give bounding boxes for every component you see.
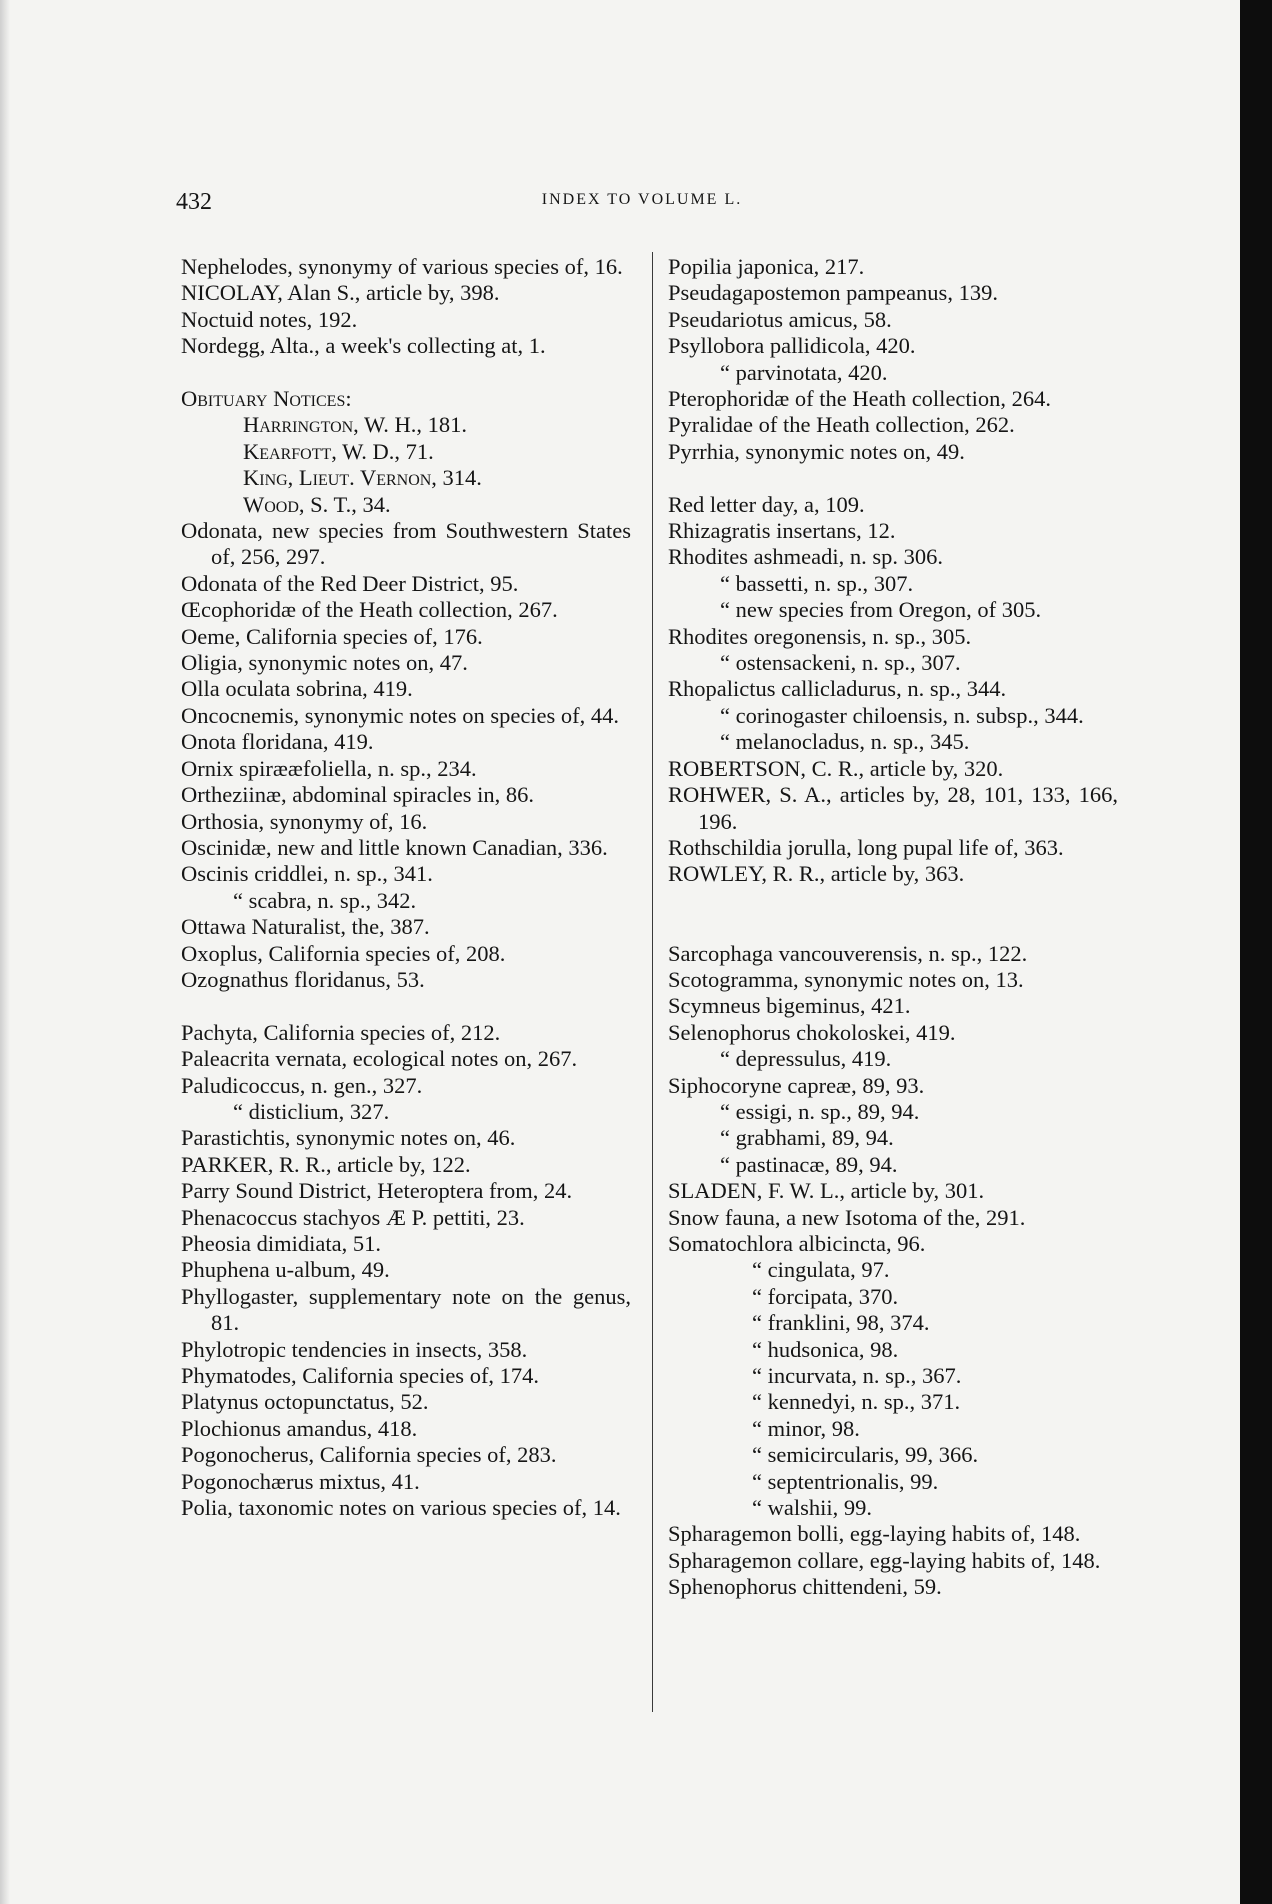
page-number: 432 — [176, 189, 212, 215]
index-entry: Red letter day, a, 109. — [668, 491, 865, 517]
index-entry: Oxoplus, California species of, 208. — [181, 940, 506, 966]
index-entry: Psyllobora pallidicola, 420. — [668, 333, 916, 359]
index-entry: Spharagemon bolli, egg-laying habits of, 148. — [668, 1521, 1081, 1547]
index-column-left — [181, 254, 631, 1521]
index-entry: “ minor, 98. — [752, 1415, 860, 1441]
index-entry: Parry Sound District, Heteroptera from, 24. — [181, 1178, 573, 1204]
index-entry: “ franklini, 98, 374. — [752, 1310, 930, 1336]
index-entry: “ semicircularis, 99, 366. — [752, 1442, 979, 1468]
index-entry: “ forcipata, 370. — [752, 1283, 899, 1309]
index-entry: Pyralidae of the Heath collection, 262. — [668, 412, 1015, 438]
index-entry: Rhodites oregonensis, n. sp., 305. — [668, 623, 972, 649]
index-entry: “ corinogaster chiloensis, n. subsp., 344. — [720, 702, 1084, 728]
index-entry: Platynus octopunctatus, 52. — [181, 1389, 429, 1415]
index-entry: Oscinidæ, new and little known Canadian, 336. — [181, 834, 608, 860]
index-entry: Pseudagapostemon pampeanus, 139. — [668, 280, 998, 306]
index-entry: Onota floridana, 419. — [181, 729, 374, 755]
index-entry: Phenacoccus stachyos Æ P. pettiti, 23. — [181, 1204, 525, 1230]
index-entry: Sphenophorus chittendeni, 59. — [668, 1574, 942, 1600]
index-entry: Wood, S. T., 34. — [243, 491, 391, 517]
index-entry: Odonata, new species from Southwestern States of, 256, 297. — [181, 518, 631, 570]
index-entry: Oncocnemis, synonymic notes on species of, 44. — [181, 702, 620, 728]
index-entry: Sarcophaga vancouverensis, n. sp., 122. — [668, 940, 1028, 966]
index-entry: Paleacrita vernata, ecological notes on, 267. — [181, 1046, 578, 1072]
index-entry: Selenophorus chokoloskei, 419. — [668, 1019, 956, 1045]
index-entry: Pogonocherus, California species of, 283. — [181, 1442, 557, 1468]
index-entry: ROHWER, S. A., articles by, 28, 101, 133, 166, 196. — [668, 782, 1118, 834]
index-entry: Pheosia dimidiata, 51. — [181, 1231, 381, 1256]
blank-line — [668, 465, 1118, 491]
index-entry: SLADEN, F. W. L., article by, 301. — [668, 1178, 985, 1204]
index-entry: Harrington, W. H., 181. — [243, 412, 467, 438]
index-entry: “ essigi, n. sp., 89, 94. — [720, 1098, 920, 1124]
index-entry: Odonata of the Red Deer District, 95. — [181, 570, 519, 596]
index-entry: Plochionus amandus, 418. — [181, 1415, 418, 1441]
index-entry: Rhizagratis insertans, 12. — [668, 518, 896, 544]
index-entry: Pogonochærus mixtus, 41. — [181, 1468, 420, 1494]
index-entry: Spharagemon collare, egg-laying habits of, 148. — [668, 1547, 1101, 1573]
index-entry: Siphocoryne capreæ, 89, 93. — [668, 1072, 925, 1098]
column-divider — [652, 252, 653, 1712]
index-entry: Noctuid notes, 192. — [181, 306, 358, 332]
index-entry: Orthosia, synonymy of, 16. — [181, 808, 428, 834]
index-entry: Paludicoccus, n. gen., 327. — [181, 1072, 423, 1098]
index-entry: “ ostensackeni, n. sp., 307. — [720, 650, 961, 676]
index-entry: “ bassetti, n. sp., 307. — [720, 570, 914, 596]
index-entry: Rhodites ashmeadi, n. sp. 306. — [668, 544, 943, 570]
index-entry: ROWLEY, R. R., article by, 363. — [668, 861, 965, 887]
index-entry: Kearfott, W. D., 71. — [243, 438, 434, 464]
index-entry: “ parvinotata, 420. — [720, 359, 888, 385]
index-entry: Nephelodes, synonymy of various species of, 16. — [181, 254, 623, 279]
index-entry: King, Lieut. Vernon, 314. — [243, 465, 482, 491]
index-entry: “ cingulata, 97. — [752, 1257, 890, 1283]
index-entry: Ortheziinæ, abdominal spiracles in, 86. — [181, 782, 535, 808]
index-entry: Phuphena u-album, 49. — [181, 1257, 390, 1283]
index-entry: Pyrrhia, synonymic notes on, 49. — [668, 438, 965, 464]
index-entry: Nordegg, Alta., a week's collecting at, 1. — [181, 333, 546, 359]
index-entry: “ pastinacæ, 89, 94. — [720, 1151, 898, 1177]
index-entry: Popilia japonica, 217. — [668, 254, 865, 279]
index-entry: Scotogramma, synonymic notes on, 13. — [668, 966, 1024, 992]
index-entry: ROBERTSON, C. R., article by, 320. — [668, 755, 1004, 781]
index-entry: Polia, taxonomic notes on various species of, 14. — [181, 1495, 621, 1521]
index-entry: “ melanocladus, n. sp., 345. — [720, 729, 970, 755]
index-entry: “ grabhami, 89, 94. — [720, 1125, 894, 1151]
index-entry: Scymneus bigeminus, 421. — [668, 993, 911, 1019]
index-entry: Rhopalictus callicladurus, n. sp., 344. — [668, 676, 1007, 702]
index-entry: “ new species from Oregon, of 305. — [720, 597, 1042, 623]
index-entry: “ depressulus, 419. — [720, 1046, 892, 1072]
index-entry: Pachyta, California species of, 212. — [181, 1019, 501, 1045]
index-entry: “ kennedyi, n. sp., 371. — [752, 1389, 961, 1415]
index-entry: Oligia, synonymic notes on, 47. — [181, 650, 468, 676]
index-entry: Olla oculata sobrina, 419. — [181, 676, 413, 702]
index-entry: Ottawa Naturalist, the, 387. — [181, 914, 430, 940]
index-entry: PARKER, R. R., article by, 122. — [181, 1151, 471, 1177]
index-entry: Phyllogaster, supplementary note on the genus, 81. — [181, 1283, 631, 1336]
blank-line — [181, 993, 631, 1019]
index-entry: Somatochlora albicincta, 96. — [668, 1230, 926, 1256]
blank-line — [181, 360, 631, 386]
page-right-edge — [1240, 0, 1272, 1904]
index-entry: Ozognathus floridanus, 53. — [181, 966, 425, 992]
index-entry: “ scabra, n. sp., 342. — [233, 887, 417, 913]
index-entry: Oscinis criddlei, n. sp., 341. — [181, 861, 433, 887]
index-entry: “ disticlium, 327. — [233, 1098, 390, 1124]
index-entry: Phylotropic tendencies in insects, 358. — [181, 1336, 528, 1362]
index-entry: NICOLAY, Alan S., article by, 398. — [181, 280, 500, 306]
page-header — [176, 189, 1108, 223]
index-entry: “ septentrionalis, 99. — [752, 1468, 939, 1494]
index-entry: Obituary Notices: — [181, 386, 352, 412]
page-left-edge — [0, 0, 10, 1904]
index-entry: “ walshii, 99. — [752, 1495, 872, 1521]
index-entry: Rothschildia jorulla, long pupal life of, 363. — [668, 834, 1064, 860]
blank-line — [668, 888, 1118, 914]
running-head: INDEX TO VOLUME L. — [541, 191, 743, 208]
index-column-right — [668, 254, 1118, 1601]
index-entry: “ hudsonica, 98. — [752, 1336, 899, 1362]
blank-line — [668, 914, 1118, 940]
index-entry: Œcophoridæ of the Heath collection, 267. — [181, 597, 558, 623]
index-entry: Ornix spirææfoliella, n. sp., 234. — [181, 755, 477, 781]
index-entry: Pterophoridæ of the Heath collection, 264. — [668, 386, 1052, 412]
index-entry: Snow fauna, a new Isotoma of the, 291. — [668, 1204, 1026, 1230]
index-entry: Parastichtis, synonymic notes on, 46. — [181, 1125, 516, 1151]
index-entry: “ incurvata, n. sp., 367. — [752, 1363, 962, 1389]
index-entry: Phymatodes, California species of, 174. — [181, 1363, 540, 1389]
index-entry: Oeme, California species of, 176. — [181, 623, 483, 649]
index-entry: Pseudariotus amicus, 58. — [668, 306, 892, 332]
